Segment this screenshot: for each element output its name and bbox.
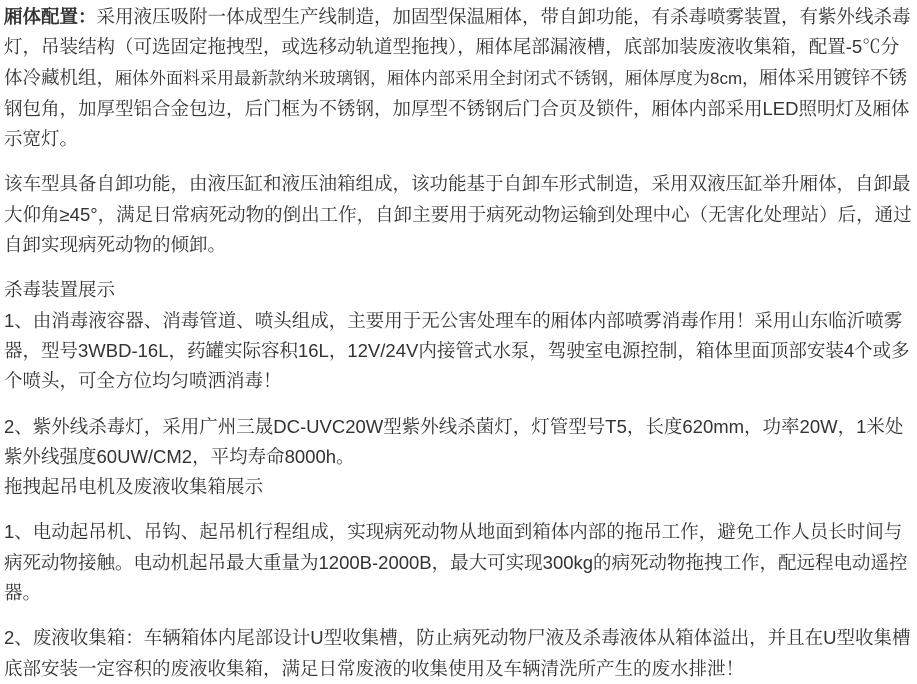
paragraph-uv-lamp — [4, 412, 913, 503]
article-body — [4, 2, 913, 684]
paragraph-hoist-motor — [4, 517, 913, 608]
text-segment-small: 厢体外面料采用最新款纳米玻璃钢，厢体内部采用全封闭式不锈钢，厢体厚度为8cm， — [115, 68, 760, 88]
paragraph-disinfect-device — [4, 275, 913, 396]
paragraph-box-config — [4, 2, 913, 154]
section-label-hoist-demo: 拖拽起吊电机及废液收集箱展示 — [4, 476, 264, 498]
text-segment: 1、由消毒液容器、消毒管道、喷头组成，主要用于无公害处理车的厢体内部喷雾消毒作用！采用山东临沂喷雾器，型号3WBD-16L，药罐实际容积16L，12V/24V内接管式水泵，驾驶室电源控制，箱体里面顶部安装4个或多个喷头，可全方位均匀喷洒消毒！ — [4, 309, 910, 392]
paragraph-self-dump — [4, 169, 913, 260]
box-config-label: 厢体配置： — [4, 6, 97, 27]
text-segment: 厢体采用镀锌不锈钢包角，加厚型铝合金包边，后门框为不锈钢，加厚型不锈钢后门合页及锁件，厢体内部采用LED照明灯及厢体示宽灯。 — [4, 66, 910, 150]
text-segment: 2、废液收集箱：车辆箱体内尾部设计U型收集槽，防止病死动物尸液及杀毒液体从箱体溢出，并且在U型收集槽底部安装一定容积的废液收集箱，满足日常废液的收集使用及车辆清洗所产生的废水排泄！ — [4, 627, 911, 679]
paragraph-waste-tank — [4, 623, 913, 684]
section-label-disinfect-demo: 杀毒装置展示 — [4, 279, 116, 301]
text-segment: 2、紫外线杀毒灯，采用广州三晟DC-UVC20W型紫外线杀菌灯，灯管型号T5，长度620mm，功率20W，1米处紫外线强度60UW/CM2，平均寿命8000h。 — [4, 415, 904, 467]
text-segment: 1、电动起吊机、吊钩、起吊机行程组成，实现病死动物从地面到箱体内部的拖吊工作，避免工作人员长时间与病死动物接触。电动机起吊最大重量为1200B-2000B，最大可实现300kg的病死动物拖拽工作，配远程电动遥控器。 — [4, 521, 908, 604]
text-segment: 该车型具备自卸功能，由液压缸和液压油箱组成，该功能基于自卸车形式制造，采用双液压缸举升厢体，自卸最大仰角≥45°，满足日常病死动物的倒出工作，自卸主要用于病死动物运输到处理中心（无害化处理站）后，通过自卸实现病死动物的倾卸。 — [4, 173, 912, 256]
text-segment: 采用液压吸附一体成型生产线制造，加固型保温厢体，带自卸功能，有杀毒喷雾装置，有紫外线杀毒灯，吊装结构（可选固定拖拽型，或选移动轨道型拖拽），厢体尾部漏液槽，底部加装废液收集箱，配置-5℃分体冷藏机组， — [4, 6, 911, 88]
